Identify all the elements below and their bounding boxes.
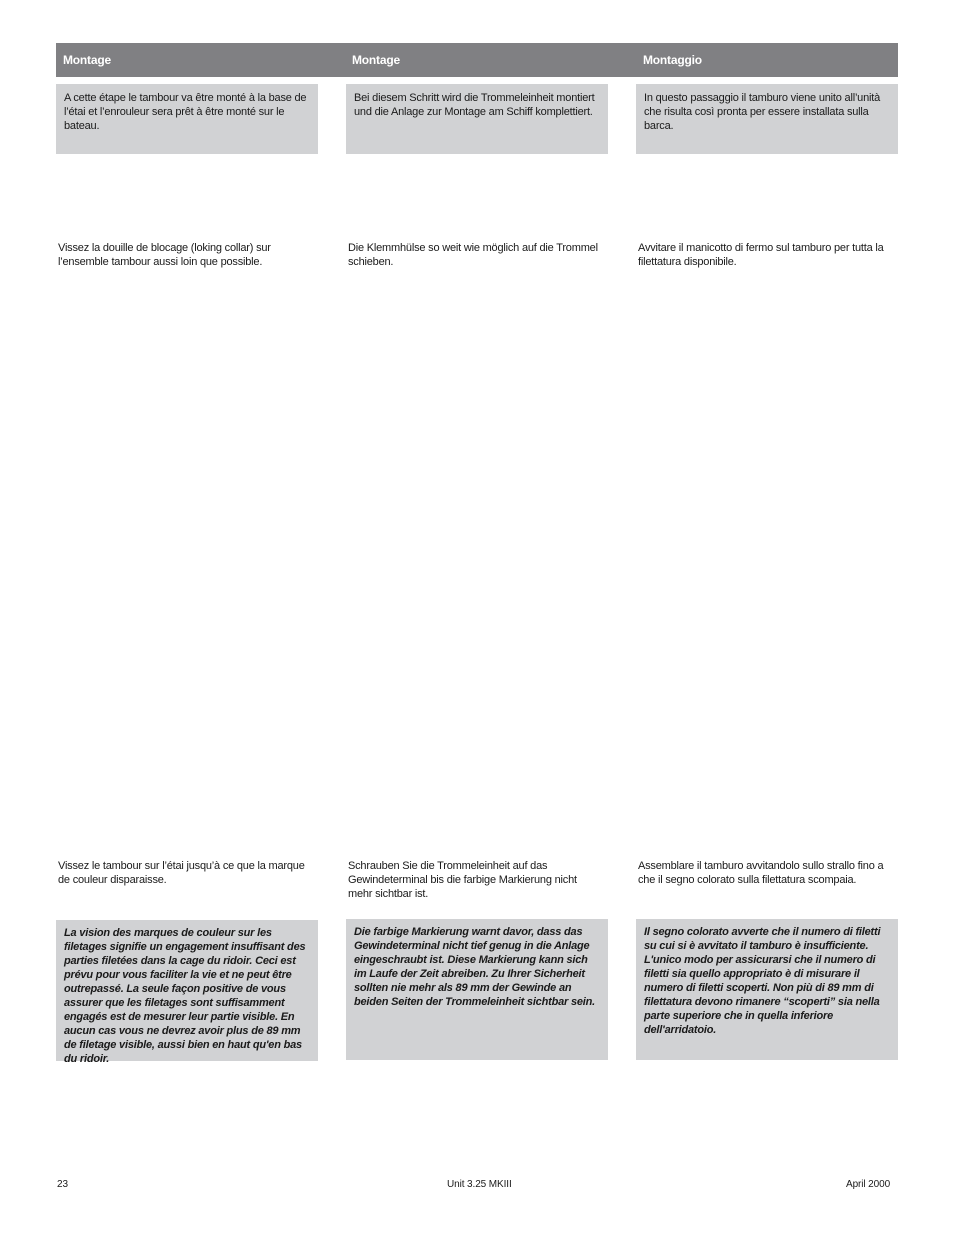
intro-box-italian: In questo passaggio il tamburo viene unito all’unità che risulta così pronta per essere installata sulla barca. — [636, 84, 898, 154]
heading-french: Montage — [63, 53, 111, 67]
footer-model: Unit 3.25 MKIII — [447, 1179, 512, 1190]
footer-date: April 2000 — [846, 1179, 891, 1190]
step2-text-german: Schrauben Sie die Trommeleinheit auf das Gewindeterminal bis die farbige Markierung nicht mehr sichtbar ist. — [348, 860, 577, 900]
intro-box-french: A cette étape le tambour va être monté à la base de l’étai et l’enrouleur sera prêt à être monté sur le bateau. — [56, 84, 318, 154]
warning-note-italian: Il segno colorato avverte che il numero di filetti su cui si è avvitato il tamburo è insufficiente. L'unico modo per assicurarsi che il numero di filetti sia quello appropriato è di misurare il numero di filetti scoperti. Non più di 89 mm di filettatura devono rimanere “scoperti” sia nella parte superiore che in quella inferiore dell'arridatoio. — [636, 919, 898, 1060]
intro-box-german: Bei diesem Schritt wird die Trommeleinheit montiert und die Anlage zur Montage am Schiff komplettiert. — [346, 84, 608, 154]
warning-note-german: Die farbige Markierung warnt davor, dass das Gewindeterminal nicht tief genug in die Anlage eingeschraubt ist. Diese Markierung kann sich im Laufe der Zeit abreiben. Zu Ihrer Sicherheit sollten nie mehr als 89 mm der Gewinde an beiden Seiten der Trommeleinheit sichtbar sein. — [346, 919, 608, 1060]
step1-text-french: Vissez la douille de blocage (loking collar) sur l’ensemble tambour aussi loin que possible. — [58, 242, 271, 268]
section-header-bar — [56, 43, 898, 77]
step1-text-italian: Avvitare il manicotto di fermo sul tamburo per tutta la filettatura disponibile. — [638, 242, 884, 268]
step1-text-german: Die Klemmhülse so weit wie möglich auf die Trommel schieben. — [348, 242, 598, 268]
step2-text-french: Vissez le tambour sur l’étai jusqu’à ce que la marque de couleur disparaisse. — [58, 860, 305, 886]
heading-italian: Montaggio — [643, 53, 702, 67]
footer-page-number: 23 — [57, 1179, 68, 1190]
warning-note-french: La vision des marques de couleur sur les filetages signifie un engagement insuffisant des parties filetées dans la cage du ridoir. Ceci est prévu pour vous faciliter la vie et ne peut être outrepassé. La seule façon positive de vous assurer que les filetages sont suffisamment engagés est de mesurer leur partie visible. En aucun cas vous ne devrez avoir plus de 89 mm de filetage visible, aussi bien en haut qu'en bas du ridoir. — [56, 920, 318, 1061]
heading-german: Montage — [352, 53, 400, 67]
step2-text-italian: Assemblare il tamburo avvitandolo sullo strallo fino a che il segno colorato sulla filettatura scompaia. — [638, 860, 884, 886]
